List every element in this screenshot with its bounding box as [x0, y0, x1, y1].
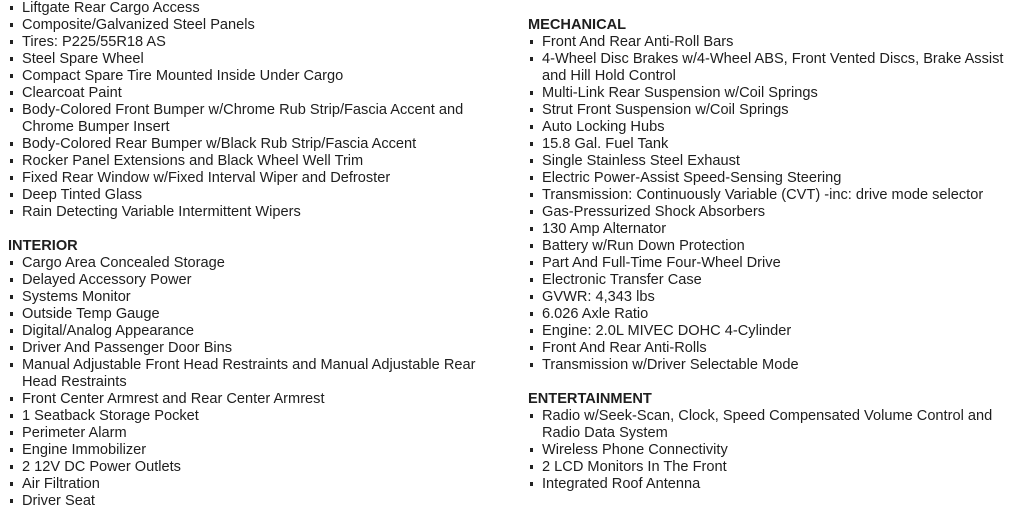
feature-text: Liftgate Rear Cargo Access — [22, 0, 200, 16]
bullet-icon — [530, 40, 533, 44]
bullet-icon — [10, 40, 13, 44]
feature-text: Radio w/Seek-Scan, Clock, Speed Compensated Volume Control and Radio Data System — [542, 408, 993, 441]
feature-text: Fixed Rear Window w/Fixed Interval Wiper and Defroster — [22, 170, 391, 186]
entertainment-list — [528, 408, 1024, 493]
feature-text: GVWR: 4,343 lbs — [542, 289, 655, 305]
feature-text: Tires: P225/55R18 AS — [22, 34, 166, 50]
feature-text: 4-Wheel Disc Brakes w/4-Wheel ABS, Front Vented Discs, Brake Assist and Hill Hold Control — [542, 51, 1004, 84]
feature-text: 2 12V DC Power Outlets — [22, 459, 181, 475]
section-mechanical — [528, 17, 1024, 374]
bullet-icon — [530, 193, 533, 197]
bullet-icon — [530, 346, 533, 350]
bullet-icon — [10, 142, 13, 146]
feature-text: Manual Adjustable Front Head Restraints and Manual Adjustable Rear Head Restraints — [22, 357, 476, 390]
feature-text: Digital/Analog Appearance — [22, 323, 195, 339]
feature-item — [528, 102, 1024, 119]
bullet-icon — [10, 261, 13, 265]
feature-text: Outside Temp Gauge — [22, 306, 160, 322]
feature-text: Front And Rear Anti-Rolls — [542, 340, 707, 356]
interior-list — [8, 255, 503, 510]
bullet-icon — [10, 363, 13, 367]
feature-item — [528, 459, 1024, 476]
feature-text: Rain Detecting Variable Intermittent Wipers — [22, 204, 301, 220]
bullet-icon — [10, 312, 13, 316]
feature-text: Front And Rear Anti-Roll Bars — [542, 34, 734, 50]
bullet-icon — [530, 244, 533, 248]
bullet-icon — [530, 312, 533, 316]
feature-item — [528, 85, 1024, 102]
feature-item — [8, 85, 503, 102]
bullet-icon — [530, 448, 533, 452]
exterior-list — [8, 0, 503, 221]
feature-item — [8, 187, 503, 204]
feature-text: Gas-Pressurized Shock Absorbers — [542, 204, 766, 220]
feature-item — [8, 289, 503, 306]
bullet-icon — [10, 431, 13, 435]
bullet-icon — [530, 363, 533, 367]
section-heading-interior: INTERIOR — [8, 238, 78, 254]
bullet-icon — [530, 414, 533, 418]
feature-item — [8, 153, 503, 170]
bullet-icon — [530, 278, 533, 282]
feature-item — [528, 255, 1024, 272]
bullet-icon — [10, 414, 13, 418]
feature-item — [528, 119, 1024, 136]
bullet-icon — [530, 261, 533, 265]
bullet-icon — [10, 108, 13, 112]
feature-text: Strut Front Suspension w/Coil Springs — [542, 102, 789, 118]
feature-item — [528, 204, 1024, 221]
feature-item — [8, 136, 503, 153]
feature-text: Delayed Accessory Power — [22, 272, 192, 288]
feature-item — [528, 289, 1024, 306]
feature-item — [8, 493, 503, 510]
feature-text: Perimeter Alarm — [22, 425, 127, 441]
feature-text: Composite/Galvanized Steel Panels — [22, 17, 255, 33]
feature-item — [528, 153, 1024, 170]
feature-text: Part And Full-Time Four-Wheel Drive — [542, 255, 781, 271]
feature-text: 1 Seatback Storage Pocket — [22, 408, 199, 424]
bullet-icon — [530, 465, 533, 469]
feature-text: 15.8 Gal. Fuel Tank — [542, 136, 669, 152]
section-heading-entertainment: ENTERTAINMENT — [528, 391, 652, 407]
feature-text: Wireless Phone Connectivity — [542, 442, 728, 458]
feature-text: Engine Immobilizer — [22, 442, 147, 458]
feature-text: Engine: 2.0L MIVEC DOHC 4-Cylinder — [542, 323, 792, 339]
feature-item — [8, 476, 503, 493]
bullet-icon — [10, 23, 13, 27]
feature-item — [528, 238, 1024, 255]
section-interior — [8, 238, 503, 510]
feature-text: Transmission w/Driver Selectable Mode — [542, 357, 799, 373]
feature-item — [528, 340, 1024, 357]
bullet-icon — [10, 397, 13, 401]
feature-text: 6.026 Axle Ratio — [542, 306, 649, 322]
bullet-icon — [10, 448, 13, 452]
feature-item — [8, 204, 503, 221]
right-column — [528, 17, 1024, 510]
feature-item — [8, 51, 503, 68]
bullet-icon — [10, 193, 13, 197]
feature-item — [528, 170, 1024, 187]
bullet-icon — [530, 329, 533, 333]
feature-item — [8, 0, 503, 17]
feature-item — [8, 442, 503, 459]
bullet-icon — [10, 210, 13, 214]
feature-text: Multi-Link Rear Suspension w/Coil Springs — [542, 85, 818, 101]
bullet-icon — [10, 346, 13, 350]
bullet-icon — [10, 6, 13, 10]
feature-item — [528, 476, 1024, 493]
feature-item — [528, 221, 1024, 238]
feature-text: Clearcoat Paint — [22, 85, 122, 101]
feature-item — [528, 306, 1024, 323]
feature-item — [8, 459, 503, 476]
feature-text: Front Center Armrest and Rear Center Armrest — [22, 391, 325, 407]
bullet-icon — [530, 142, 533, 146]
feature-item — [8, 68, 503, 85]
section-exterior — [8, 0, 503, 221]
feature-item — [8, 425, 503, 442]
feature-item — [8, 306, 503, 323]
feature-text: Electronic Transfer Case — [542, 272, 702, 288]
feature-text: Auto Locking Hubs — [542, 119, 665, 135]
bullet-icon — [530, 125, 533, 129]
feature-text: Cargo Area Concealed Storage — [22, 255, 225, 271]
feature-text: 130 Amp Alternator — [542, 221, 667, 237]
feature-text: Transmission: Continuously Variable (CVT) -inc: drive mode selector — [542, 187, 984, 203]
feature-text: Electric Power-Assist Speed-Sensing Steering — [542, 170, 842, 186]
feature-item — [8, 408, 503, 425]
feature-text: Deep Tinted Glass — [22, 187, 143, 203]
left-column — [8, 0, 503, 527]
bullet-icon — [530, 210, 533, 214]
feature-text: Single Stainless Steel Exhaust — [542, 153, 740, 169]
feature-text: Driver Seat — [22, 493, 95, 509]
feature-item — [8, 255, 503, 272]
feature-item — [528, 34, 1024, 51]
bullet-icon — [530, 91, 533, 95]
feature-item — [528, 272, 1024, 289]
bullet-icon — [530, 108, 533, 112]
feature-item — [8, 391, 503, 408]
feature-text: Battery w/Run Down Protection — [542, 238, 745, 254]
bullet-icon — [10, 465, 13, 469]
feature-text: Air Filtration — [22, 476, 100, 492]
feature-text: Integrated Roof Antenna — [542, 476, 701, 492]
section-heading-mechanical: MECHANICAL — [528, 17, 627, 33]
bullet-icon — [10, 57, 13, 61]
feature-item — [8, 17, 503, 34]
feature-item — [528, 136, 1024, 153]
bullet-icon — [10, 74, 13, 78]
feature-text: Driver And Passenger Door Bins — [22, 340, 233, 356]
feature-text: Systems Monitor — [22, 289, 131, 305]
feature-text: Body-Colored Rear Bumper w/Black Rub Strip/Fascia Accent — [22, 136, 417, 152]
feature-text: Body-Colored Front Bumper w/Chrome Rub Strip/Fascia Accent and Chrome Bumper Insert — [22, 102, 464, 135]
bullet-icon — [530, 482, 533, 486]
bullet-icon — [10, 329, 13, 333]
bullet-icon — [530, 295, 533, 299]
feature-item — [528, 408, 1024, 442]
feature-text: 2 LCD Monitors In The Front — [542, 459, 727, 475]
bullet-icon — [10, 499, 13, 503]
bullet-icon — [10, 159, 13, 163]
bullet-icon — [10, 91, 13, 95]
bullet-icon — [530, 227, 533, 231]
feature-item — [8, 323, 503, 340]
bullet-icon — [530, 176, 533, 180]
feature-text: Steel Spare Wheel — [22, 51, 144, 67]
feature-item — [8, 340, 503, 357]
bullet-icon — [10, 482, 13, 486]
feature-item — [8, 357, 503, 391]
feature-item — [528, 187, 1024, 204]
feature-item — [8, 170, 503, 187]
feature-text: Compact Spare Tire Mounted Inside Under Cargo — [22, 68, 344, 84]
feature-item — [8, 272, 503, 289]
feature-item — [8, 34, 503, 51]
feature-item — [528, 357, 1024, 374]
bullet-icon — [10, 176, 13, 180]
bullet-icon — [10, 278, 13, 282]
feature-item — [528, 51, 1024, 85]
section-entertainment — [528, 391, 1024, 493]
bullet-icon — [530, 57, 533, 61]
bullet-icon — [530, 159, 533, 163]
bullet-icon — [10, 295, 13, 299]
feature-item — [528, 323, 1024, 340]
mechanical-list — [528, 34, 1024, 374]
feature-item — [528, 442, 1024, 459]
feature-item — [8, 102, 503, 136]
feature-text: Rocker Panel Extensions and Black Wheel Well Trim — [22, 153, 364, 169]
